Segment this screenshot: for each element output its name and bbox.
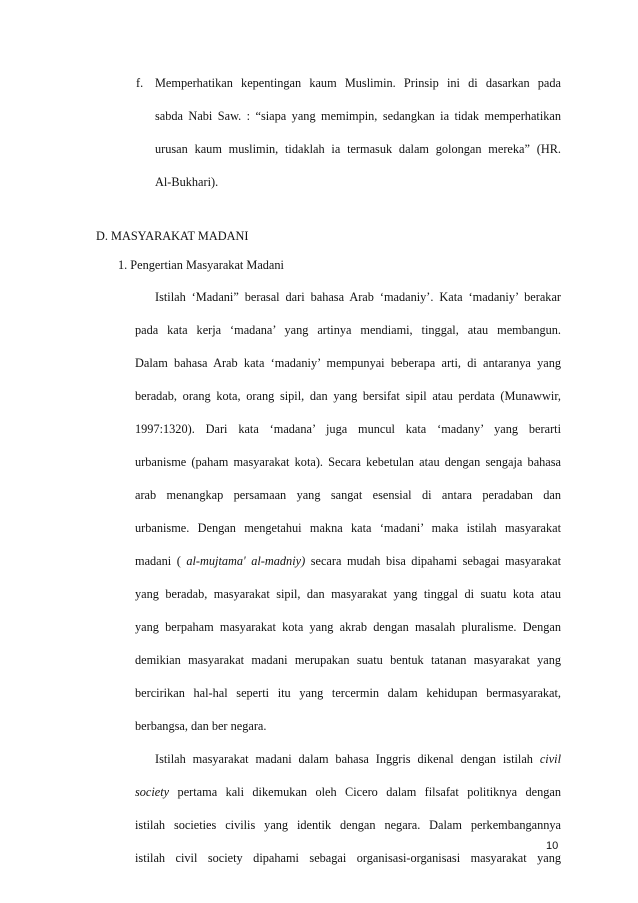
para1-line-4: beradab, orang kota, orang sipil, dan yang bersifat sipil atau perdata (Munawwir, — [135, 389, 561, 403]
para1-line-7: arab menangkap persamaan yang sangat esensial di antara peradaban dan — [135, 488, 561, 502]
arabic-term: al-mujtama' al-madniy) — [186, 554, 306, 568]
para1-line-2: pada kata kerja ‘madana’ yang artinya mendiami, tinggal, atau membangun. — [135, 323, 561, 337]
para1-line-12: demikian masyarakat madani merupakan suatu bentuk tatanan masyarakat yang — [135, 653, 561, 667]
term-society: society — [135, 785, 170, 799]
para2-line-2 — [135, 784, 561, 800]
section-heading: D. MASYARAKAT MADANI — [96, 229, 249, 243]
para1-line-9 — [135, 553, 561, 569]
para1-line-9-pre: madani ( — [135, 554, 187, 568]
para1-line-3: Dalam bahasa Arab kata ‘madaniy’ mempunyai beberapa arti, di antaranya yang — [135, 356, 561, 370]
para1-line-11: yang berpaham masyarakat kota yang akrab dengan masalah pluralisme. Dengan — [135, 620, 561, 634]
para2-line-4: istilah civil society dipahami sebagai organisasi-organisasi masyarakat yang — [135, 851, 561, 865]
para2-line-2-post: pertama kali dikemukan oleh Cicero dalam filsafat politiknya dengan — [169, 785, 561, 799]
para1-line-9-post: secara mudah bisa dipahami sebagai masyarakat — [305, 554, 561, 568]
para2-line-3: istilah societies civilis yang identik dengan negara. Dalam perkembangannya — [135, 818, 561, 832]
para2-line-1 — [155, 751, 561, 767]
para1-line-8: urbanisme. Dengan mengetahui makna kata ‘madani’ maka istilah masyarakat — [135, 521, 561, 535]
para1-line-1: Istilah ‘Madani” berasal dari bahasa Arab ‘madaniy’. Kata ‘madaniy’ berakar — [155, 290, 561, 304]
para1-line-10: yang beradab, masyarakat sipil, dan masyarakat yang tinggal di suatu kota atau — [135, 587, 561, 601]
item-f-line-3: urusan kaum muslimin, tidaklah ia termasuk dalam golongan mereka” (HR. — [155, 142, 561, 156]
para1-line-13: bercirikan hal-hal seperti itu yang tercermin dalam kehidupan bermasyarakat, — [135, 686, 561, 700]
item-f-line-4: Al-Bukhari). — [155, 175, 219, 189]
subsection-heading: 1. Pengertian Masyarakat Madani — [118, 258, 284, 272]
term-civil: civil — [539, 752, 561, 766]
page-number: 10 — [546, 840, 559, 852]
para1-line-6: urbanisme (paham masyarakat kota). Secara kebetulan atau dengan sengaja bahasa — [135, 455, 561, 469]
item-f-line-1: Memperhatikan kepentingan kaum Muslimin. Prinsip ini di dasarkan pada — [155, 76, 561, 90]
para2-line-1-pre: Istilah masyarakat madani dalam bahasa Inggris dikenal dengan istilah — [155, 752, 540, 766]
list-marker-f: f. — [136, 76, 144, 90]
para1-line-14: berbangsa, dan ber negara. — [135, 719, 267, 733]
para1-line-5: 1997:1320). Dari kata ‘madana’ juga muncul kata ‘madany’ yang berarti — [135, 422, 561, 436]
item-f-line-2: sabda Nabi Saw. : “siapa yang memimpin, sedangkan ia tidak memperhatikan — [155, 109, 561, 123]
